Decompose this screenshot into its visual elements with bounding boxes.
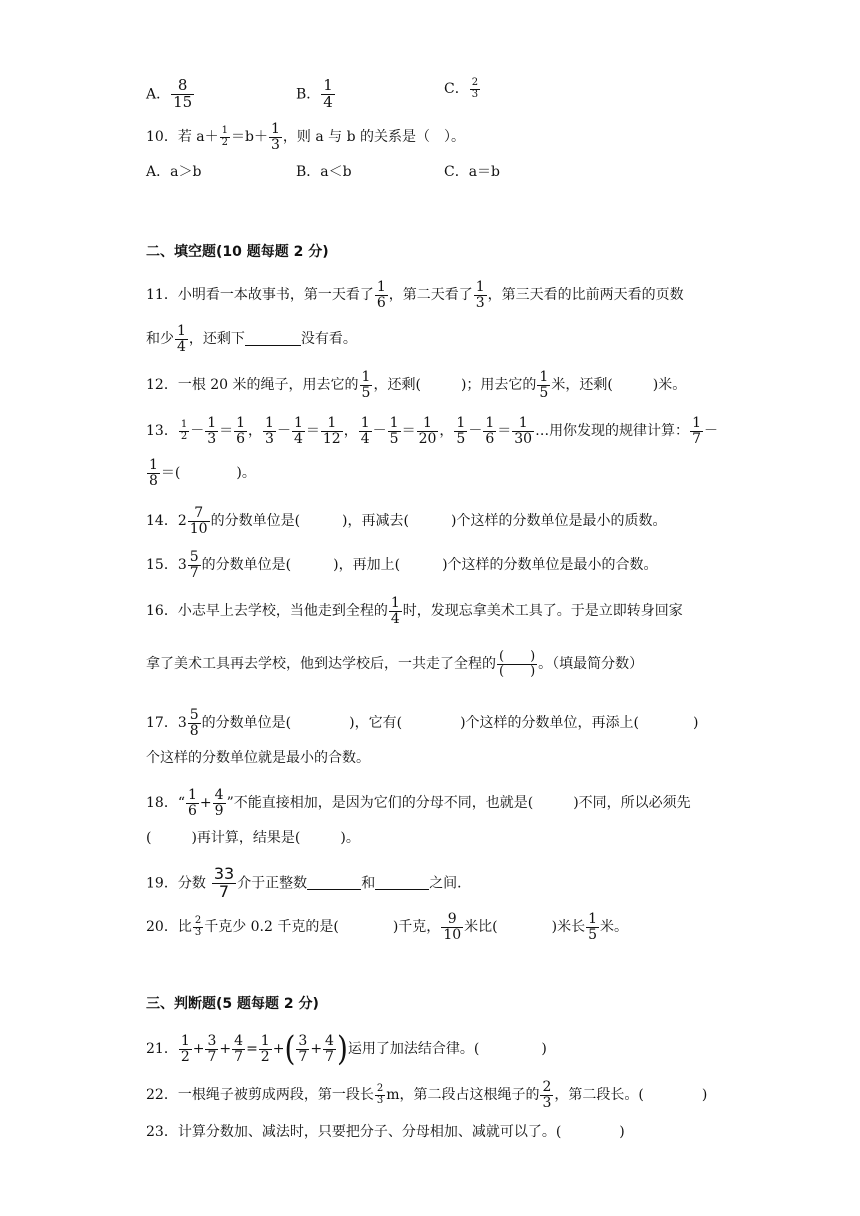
- question-15: 15．3 $\frac{5}{7}$ 的分数单位是( )，再加上( )个这样的分数单位是最小的合数。: [146, 549, 658, 581]
- q10-option-c: C．a＝b: [444, 164, 501, 180]
- question-12: 12．一根 20 米的绳子，用去它的 $\frac{1}{5}$ ，还剩( )；用去它的 $\frac{1}{5}$ 米，还剩( )米。: [146, 369, 687, 401]
- question-20: 20．比 $\frac{2}{3}$ 千克少 0.2 千克的是( )千克， $\frac{9}{10}$ 米比( )米长 $\frac{1}{5}$ 米。: [146, 911, 628, 943]
- q9-option-b: B． $\frac{1}{4}$: [296, 76, 333, 111]
- q9-option-a: A． $\frac{8}{15}$: [146, 76, 193, 111]
- question-11: 11．小明看一本故事书，第一天看了 $\frac{1}{6}$ ，第二天看了 $\frac{1}{3}$ ，第三天看的比前两天看的页数: [146, 279, 684, 311]
- question-10: 10．若 a＋ $\frac{1}{2}$ ＝b＋ $\frac{1}{3}$ ，则 a 与 b 的关系是（ ）。: [146, 121, 465, 153]
- question-14: 14．2 $\frac{7}{10}$ 的分数单位是( )，再减去( )个这样的分数单位是最小的质数。: [146, 505, 667, 537]
- question-17: 17．3 $\frac{5}{8}$ 的分数单位是( )，它有( )个这样的分数单位，再添上( ): [146, 707, 699, 739]
- blank[interactable]: [375, 876, 429, 890]
- question-23: 23．计算分数加、减法时，只要把分子、分母相加、减就可以了。( ): [146, 1124, 625, 1140]
- question-18-cont: ( )再计算，结果是( )。: [146, 830, 360, 846]
- section-3-title: 三、判断题(5 题每题 2 分): [146, 996, 319, 1012]
- blank[interactable]: [307, 876, 361, 890]
- question-13: 13． $\frac{1}{2}$ － $\frac{1}{3}$ ＝ $\frac{1}{6}$ ， $\frac{1}{3}$ － $\frac{1}{4}$ ＝ $\frac{1}{12}$ ， $\frac{1}{4}$ － $\frac{1}{5}$ ＝ $\frac{1}{20}$ ， $\frac{1}{5}$ － $\frac{1}{6}$ ＝ $\frac{1}{30}$ …用你发现的规律计算： $\frac{1}{7}$ －: [146, 415, 718, 447]
- question-19: 19．分数 $\frac{33}{7}$ 介于正整数 和 之间．: [146, 864, 472, 901]
- question-16-cont: 拿了美术工具再去学校，他到达学校后，一共走了全程的 ( ) ( ) 。（填最简分数）: [146, 649, 644, 679]
- question-16: 16．小志早上去学校，当他走到全程的 $\frac{1}{4}$ 时，发现忘拿美术工具了。于是立即转身回家: [146, 595, 683, 627]
- blank[interactable]: [245, 332, 301, 346]
- q9-option-c: C． $\frac{2}{3}$: [444, 77, 479, 100]
- question-22: 22．一根绳子被剪成两段，第一段长 $\frac{2}{3}$ m，第二段占这根绳子的 $\frac{2}{3}$ ，第二段长。( ): [146, 1079, 708, 1111]
- question-18: 18．“ $\frac{1}{6}$ + $\frac{4}{9}$ ”不能直接相加，是因为它们的分母不同，也就是( )不同，所以必须先: [146, 787, 691, 819]
- question-21: 21． $\frac{1}{2}$ + $\frac{3}{7}$ + $\frac{4}{7}$ = $\frac{1}{2}$ +( $\frac{3}{7}$ + $\frac{4}{7}$ )运用了加法结合律。( ): [146, 1028, 547, 1069]
- question-11-cont: 和少 $\frac{1}{4}$ ，还剩下 没有看。: [146, 323, 357, 355]
- question-17-cont: 个这样的分数单位就是最小的合数。: [146, 750, 370, 766]
- q10-option-b: B．a＜b: [296, 164, 352, 180]
- section-2-title: 二、填空题(10 题每题 2 分): [146, 244, 329, 260]
- question-13-cont: $\frac{1}{8}$ ＝( )。: [149, 457, 256, 489]
- q10-option-a: A．a＞b: [146, 164, 202, 180]
